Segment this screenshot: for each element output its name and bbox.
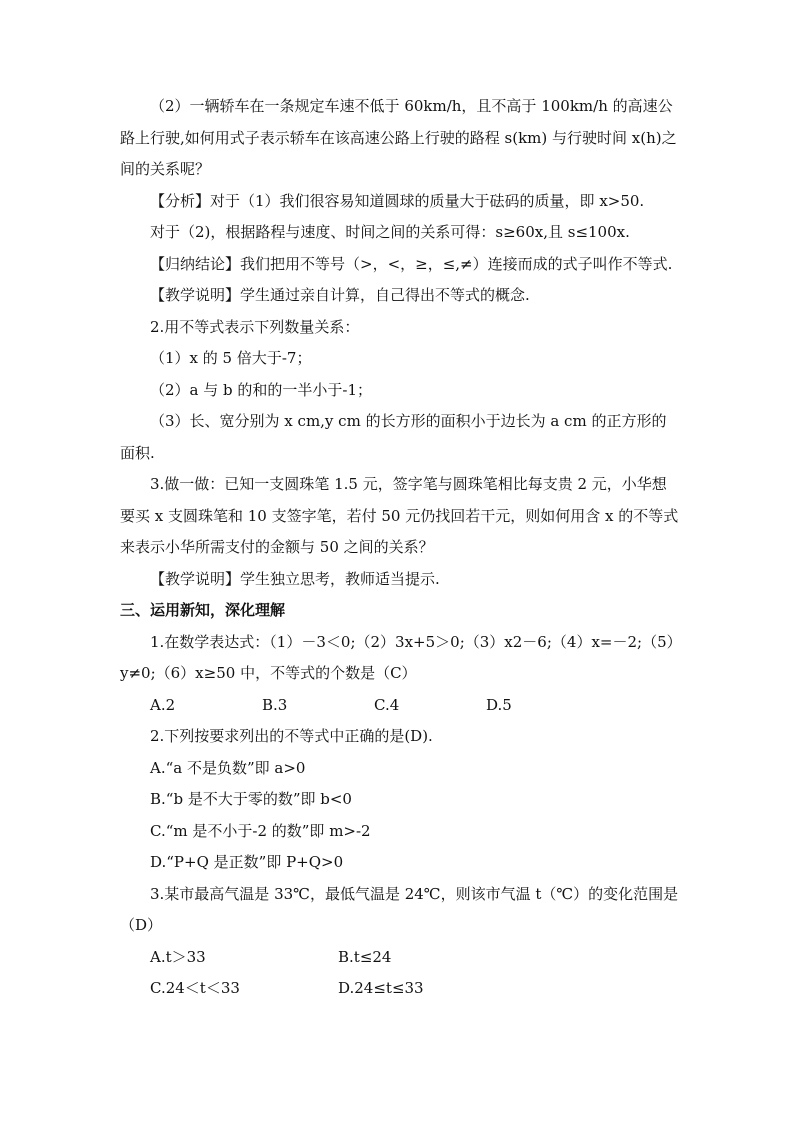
question-3: 3.某市最高气温是 33℃，最低气温是 24℃，则该市气温 t（℃）的变化范围是（D） [120, 884, 679, 934]
paragraph-exercise-2-3: （3）长、宽分别为 x cm,y cm 的长方形的面积小于边长为 a cm 的正方形的面积. [120, 412, 667, 462]
question-2-option-c: C.“m 是不小于-2 的数”即 m>-2 [150, 821, 371, 840]
question-2-option-a: A.“a 不是负数”即 a>0 [150, 758, 306, 777]
section-heading: 三、运用新知，深化理解 [120, 601, 286, 619]
question-1-option-a: A.2 [150, 695, 176, 714]
question-1-options [120, 690, 680, 722]
paragraph-conclusion: 【归纳结论】我们把用不等号（>，<，≥，≤,≠）连接而成的式子叫作不等式. [150, 254, 673, 273]
question-1-option-b: B.3 [262, 695, 288, 714]
question-3-option-d: D.24≤t≤33 [338, 979, 424, 997]
question-3-options-row-1 [120, 942, 680, 974]
paragraph-exercise-2-2: （2）a 与 b 的和的一半小于-1； [150, 380, 373, 399]
question-3-option-b: B.t≤24 [338, 947, 392, 966]
question-2-option-d: D.“P+Q 是正数”即 P+Q>0 [150, 853, 344, 871]
paragraph-teaching-note-2: 【教学说明】学生独立思考，教师适当提示. [150, 569, 440, 588]
question-1-option-c: C.4 [374, 695, 400, 714]
question-1-option-d: D.5 [486, 695, 512, 714]
question-2-option-b: B.“b 是不大于零的数”即 b<0 [150, 790, 352, 808]
question-3-option-a: A.t＞33 [150, 947, 206, 966]
question-3-option-c: C.24＜t＜33 [150, 979, 240, 997]
paragraph-question-2: （2）一辆轿车在一条规定车速不低于 60km/h，且不高于 100km/h 的高速公路上行驶,如何用式子表示轿车在该高速公路上行驶的路程 s(km) 与行驶时间 x(h)之间的关系呢？ [120, 97, 677, 178]
paragraph-analysis: 【分析】对于（1）我们很容易知道圆球的质量大于砝码的质量，即 x>50. [150, 191, 645, 210]
question-3-options-row-2 [120, 973, 680, 1005]
question-1: 1.在数学表达式：（1）－3＜0;（2）3x+5＞0;（3）x2－6;（4）x=－2;（5）y≠0;（6）x≥50 中，不等式的个数是（C） [120, 632, 675, 682]
paragraph-teaching-note-1: 【教学说明】学生通过亲自计算，自己得出不等式的概念. [150, 286, 530, 304]
paragraph-exercise-3: 3.做一做：已知一支圆珠笔 1.5 元，签字笔与圆珠笔相比每支贵 2 元，小华想要买 x 支圆珠笔和 10 支签字笔，若付 50 元仍找回若干元，则如何用含 x 的不等式来表示小华所需支付的金额与 50 之间的关系？ [120, 475, 679, 556]
paragraph-exercise-2: 2.用不等式表示下列数量关系： [150, 317, 360, 336]
document-body [120, 91, 680, 1005]
question-2: 2.下列按要求列出的不等式中正确的是(D). [150, 727, 433, 745]
paragraph-exercise-2-1: （1）x 的 5 倍大于-7； [150, 349, 312, 367]
paragraph-analysis-2: 对于（2)，根据路程与速度、时间之间的关系可得：s≥60x,且 s≤100x. [150, 223, 630, 241]
